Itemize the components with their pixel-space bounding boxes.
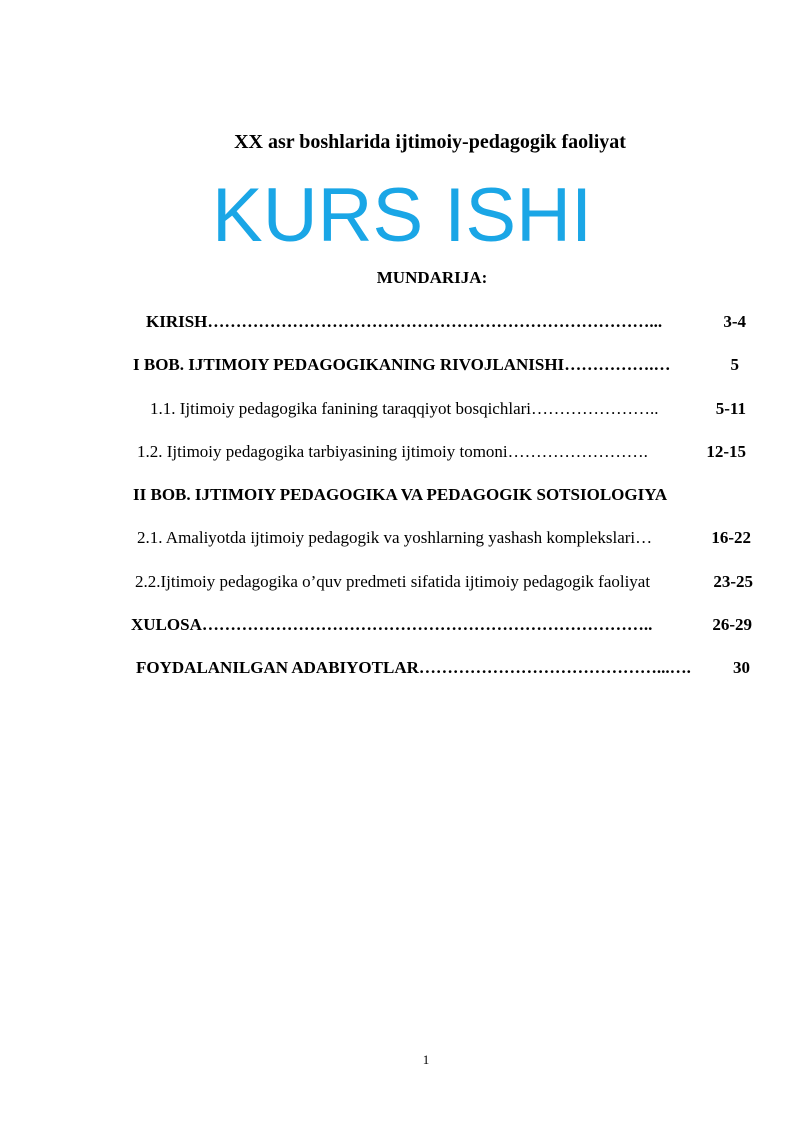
toc-leader: ……………………………………………………………………..: [201, 615, 653, 634]
toc-entry-page: 5-11: [715, 399, 746, 418]
toc-entry-text: KIRISH: [146, 312, 208, 331]
toc-leader: ……………………………………...….: [418, 658, 691, 677]
toc-entry-page: 5: [730, 355, 739, 374]
toc-entry-text: 1.1. Ijtimoiy pedagogika fanining taraqqiyot bosqichlari: [150, 399, 531, 418]
toc-entry-page: 26-29: [712, 615, 752, 634]
toc-entry-chapter-2: [133, 485, 753, 505]
document-subtitle: XX asr boshlarida ijtimoiy-pedagogik faoliyat: [234, 131, 626, 153]
toc-leader: ……………………………………………………………………...: [207, 312, 663, 331]
toc-entry-text: II BOB. IJTIMOIY PEDAGOGIKA VA PEDAGOGIK SOTSIOLOGIYA: [133, 485, 668, 504]
toc-leader: …………….…: [564, 355, 671, 374]
toc-entry-section-1-2: [137, 442, 746, 462]
toc-entry-text: I BOB. IJTIMOIY PEDAGOGIKANING RIVOJLANISHI: [133, 355, 565, 374]
toc-entry-text: 2.1. Amaliyotda ijtimoiy pedagogik va yoshlarning yashash komplekslari: [137, 528, 636, 547]
toc-leader: …………………….: [507, 442, 648, 461]
toc-entry-text: 2.2.Ijtimoiy pedagogika o’quv predmeti sifatida ijtimoiy pedagogik faoliyat: [135, 572, 651, 591]
toc-entry-page: 16-22: [711, 528, 751, 547]
toc-entry-page: 30: [733, 658, 750, 677]
toc-entry-text: FOYDALANILGAN ADABIYOTLAR: [136, 658, 419, 677]
toc-entry-page: 12-15: [706, 442, 746, 461]
toc-entry-chapter-1: [133, 355, 739, 375]
toc-entry-section-2-2: [135, 572, 753, 592]
toc-entry-page: 23-25: [713, 572, 753, 591]
toc-leader: …………………..: [531, 399, 659, 418]
toc-entry-section-1-1: [150, 399, 746, 419]
toc-entry-kirish: [146, 312, 746, 332]
document-title: KURS ISHI: [212, 173, 593, 258]
toc-entry-text: XULOSA: [131, 615, 202, 634]
toc-entry-page: 3-4: [723, 312, 746, 331]
toc-entry-references: [136, 658, 750, 678]
toc-heading: MUNDARIJA:: [376, 268, 488, 287]
toc-entry-xulosa: [131, 615, 752, 635]
toc-entry-section-2-1: [137, 528, 751, 548]
page-number: 1: [422, 1052, 430, 1067]
toc-leader: …: [635, 528, 653, 547]
toc-entry-text: 1.2. Ijtimoiy pedagogika tarbiyasining ijtimoiy tomoni: [137, 442, 508, 461]
